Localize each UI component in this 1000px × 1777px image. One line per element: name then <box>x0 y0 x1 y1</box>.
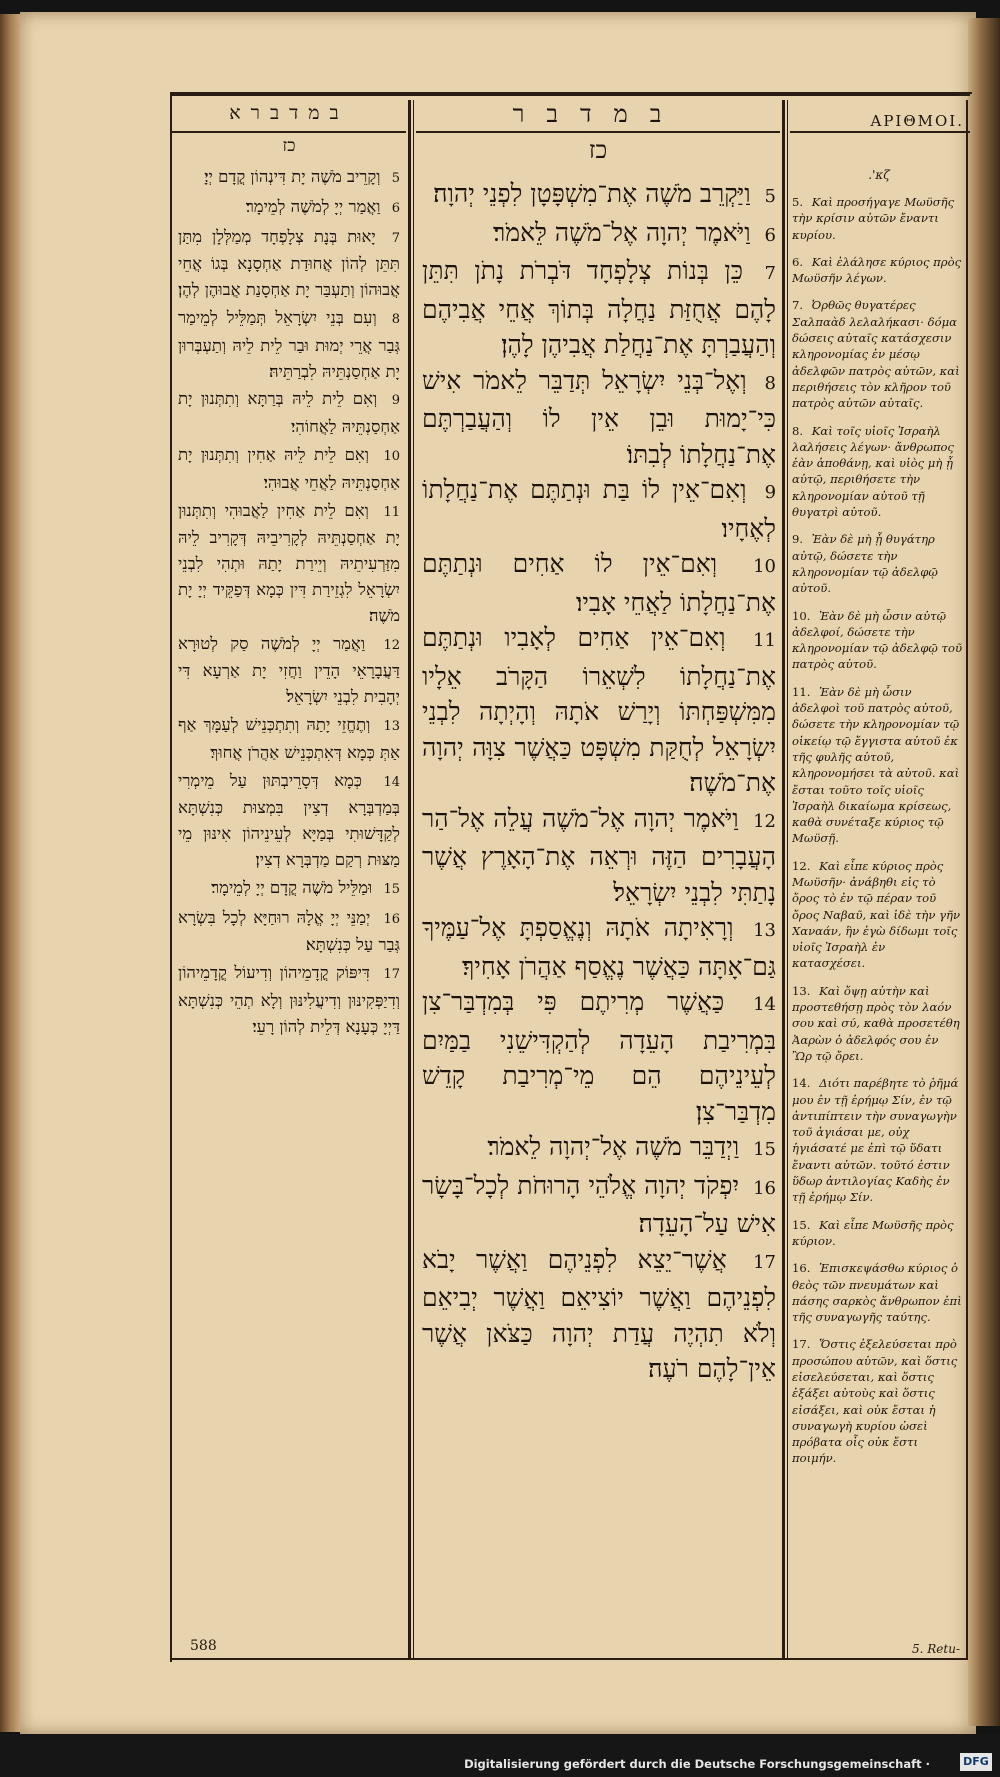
hebrew-verse-number: 8 <box>764 372 776 394</box>
aramaic-verse <box>178 498 400 629</box>
aramaic-verse <box>178 386 400 440</box>
aramaic-verse-text: וְעִם בְּנֵי יִשְׂרָאֵל תְּמַלֵּיל לְמֵימַר גְּבַר אֲרֵי יְמוּת וּבַר לֵית לֵיהּ וְתַעְבְּרוּן יָת אַחְסַנְתֵּיהּ לִבְרַתֵּיהּ׃ <box>178 307 400 381</box>
aramaic-verse-text: כְּמָא דְּסָרֵיבְתּוּן עַל מֵימְרִי בְּמַדְבְּרָא דְצִין בִּמְצוּת כְּנִשְׁתָּא לְקַדָּשׁוּתִי בְּמַיָּא לְעֵינֵיהוֹן אִינּוּן מֵי מַצּוּת רְקַם מַדְבְּרָא דְצִין׃ <box>178 770 400 869</box>
page-number: 588 <box>190 1638 217 1654</box>
hebrew-verse-text: וַיְדַבֵּר מֹשֶׁה אֶל־יְהוָה לֵאמֹר׃ <box>487 1132 740 1161</box>
dfg-logo: DFG <box>960 1753 992 1771</box>
hebrew-verse-number: 15 <box>753 1139 776 1160</box>
hebrew-verse-text: וְאִם־אֵין לוֹ אַחִים וּנְתַתֶּם אֶת־נַחֲלָתוֹ לַאֲחֵי אָבִיו׃ <box>422 549 776 617</box>
hebrew-verse <box>422 801 776 911</box>
hebrew-verse-number: 5 <box>764 186 776 207</box>
greek-verse-text: Ἐπισκεψάσθω κύριος ὁ θεὸς τῶν πνευμάτων καὶ πάσης σαρκὸς ἄνθρωπον ἐπὶ τῆς συναγωγῆς ταύτης. <box>792 1261 962 1325</box>
hebrew-verse <box>422 984 776 1129</box>
hebrew-verse-number: 11 <box>753 630 776 651</box>
hebrew-verse-text: כֵּן בְּנוֹת צְלָפְחָד דֹּבְרֹת נָתֹן תִּתֵּן לָהֶם אֲחֻזַּת נַחֲלָה בְּתוֹךְ אֲחֵי אֲבִיהֶם וְהַעֲבַרְתָּ אֶת־נַחֲלַת אֲבִיהֶן לָהֶן׃ <box>422 256 776 359</box>
hebrew-verse-text: יִפְקֹד יְהוָה אֱלֹהֵי הָרוּחֹת לְכָל־בָּשָׂר אִישׁ עַל־הָעֵדָה׃ <box>422 1170 776 1238</box>
greek-verse <box>792 531 962 596</box>
aramaic-verse-number: 17 <box>383 967 400 983</box>
hebrew-verse-number: 6 <box>764 224 776 246</box>
top-rule <box>170 94 970 96</box>
greek-verse <box>792 1217 962 1250</box>
aramaic-verse <box>178 305 400 384</box>
greek-verse-text: Ὀρθῶς θυγατέρες Σαλπαὰδ λελαλήκασι· δόμα δώσεις αὐταῖς κατάσχεσιν κληρονομίας ἐν μέσῳ ἀδελφῶν πατρὸς αὐτῶν, καὶ περιθήσεις τὸν κλῆρον τοῦ πατρὸς αὐτῶν αὐταῖς. <box>792 298 960 411</box>
hebrew-verse-number: 16 <box>753 1177 776 1199</box>
greek-verse-text: Καὶ ἐλάλησε κύριος πρὸς Μωϋσῆν λέγων. <box>792 254 962 286</box>
hebrew-verse-number: 10 <box>753 556 776 577</box>
aramaic-verse <box>178 768 400 873</box>
aramaic-verse-number: 5 <box>391 171 400 186</box>
aramaic-verse-text: וַאֲמַר יְיָ לְמֹשֶׁה לְמֵימָר׃ <box>245 196 381 216</box>
hebrew-verse <box>422 215 776 254</box>
aramaic-verse-text: וְאִם לֵית אַחִין לַאֲבוּהִי וְתִתְּנוּן יָת אַחְסַנְתֵּיהּ לְקָרִיבֵיהּ דְּקָרִיב לֵיהּ מִזַּרְעִיתֵיהּ וְיֵירַת יָתַהּ וּתְהִי לִבְנֵי יִשְׂרָאֵל לִגְזֵירַת דִּין כְּמָא דְּפַקֵּיד יְיָ יָת מֹשֶׁה׃ <box>178 500 400 625</box>
hebrew-verse <box>422 472 776 546</box>
header-hebrew: במדבר <box>512 100 684 128</box>
greek-verse-text: Καὶ ὄψῃ αὐτὴν καὶ προστεθήσῃ πρὸς τὸν λαόν σου καὶ σύ, καθὰ προσετέθη Ἀαρὼν ὁ ἀδελφός σου ἐν Ὢρ τῷ ὄρει. <box>792 983 960 1063</box>
header-underline-greek <box>790 131 970 133</box>
greek-verse <box>792 297 962 411</box>
hebrew-verse-text: וְאֶל־בְּנֵי יִשְׂרָאֵל תְּדַבֵּר לֵאמֹר אִישׁ כִּי־יָמוּת וּבֵן אֵין לוֹ וְהַעֲבַרְתֶּם אֶת־נַחֲלָתוֹ לְבִתּוֹ׃ <box>422 365 776 469</box>
greek-verse-number: 13. <box>792 983 811 998</box>
hebrew-verse-text: וְרָאִיתָה אֹתָהּ וְנֶאֱסַפְתָּ אֶל־עַמֶּיךָ גַּם־אָתָּה כַּאֲשֶׁר נֶאֱסַף אַהֲרֹן אָחִיךָ׃ <box>422 913 776 981</box>
hebrew-verse-number: 12 <box>753 810 776 832</box>
greek-verse-number: 11. <box>792 684 811 699</box>
aramaic-verse <box>178 442 400 496</box>
header-aramaic: במדברא <box>229 102 349 124</box>
greek-verse-number: 16. <box>792 1261 811 1276</box>
hebrew-verse-text: אֲשֶׁר־יֵצֵא לִפְנֵיהֶם וַאֲשֶׁר יָבֹא לִפְנֵיהֶם וַאֲשֶׁר יוֹצִיאֵם וַאֲשֶׁר יְבִיאֵם וְלֹא תִהְיֶה עֲדַת יְהוָה כַּצֹּאן אֲשֶׁר אֵין־לָהֶם רֹעֶה׃ <box>422 1244 776 1383</box>
greek-verse-number: 6. <box>792 254 804 269</box>
chapter-aramaic: כז <box>282 136 296 156</box>
hebrew-verse <box>422 253 776 363</box>
aramaic-verse <box>178 875 400 903</box>
aramaic-verse <box>178 194 400 222</box>
greek-verse-text: Ἐὰν δὲ μὴ ὦσιν αὐτῷ ἀδελφοί, δώσετε τὴν κληρονομίαν τῷ ἀδελφῷ τοῦ πατρὸς αὐτοῦ. <box>792 608 962 672</box>
header-greek: ΑΡΙΘΜΟΙ. <box>870 112 964 130</box>
greek-verse <box>792 983 962 1064</box>
column-divider-1b <box>413 100 414 1658</box>
aramaic-verse-text: וְאִם לֵית לֵיהּ אַחִין וְתִתְּנוּן יָת אַחְסַנְתֵּיהּ לַאֲחֵי אֲבוּהִי׃ <box>178 444 400 492</box>
greek-verse-text: Καὶ τοῖς υἱοῖς Ἰσραὴλ λαλήσεις λέγων· ἄνθρωπος ἐὰν ἀποθάνῃ, καὶ υἱὸς μὴ ᾖ αὐτῷ, περιθήσετε τὴν κληρονομίαν αὐτοῦ τῇ θυγατρὶ αὐτοῦ. <box>792 423 954 520</box>
greek-verse-number: 15. <box>792 1217 811 1232</box>
aramaic-verse-text: יְמַנֵּי יְיָ אֱלָהּ רוּחַיָּא לְכָל בִּשְׂרָא גְּבַר עַל כְּנִשְׁתָּא׃ <box>178 907 400 955</box>
greek-verse-text: Διότι παρέβητε τὸ ῥῆμά μου ἐν τῇ ἐρήμῳ Σίν, ἐν τῷ ἀντιπίπτειν τὴν συναγωγὴν τοῦ ἁγιάσαι με, οὐχ ἡγιάσατέ με ἐπὶ τῷ ὕδατι ἔναντι αὐτῶν. τοῦτό ἐστιν ὕδωρ ἀντιλογίας Καδὴς ἐν τῇ ἐρήμῳ Σίν. <box>792 1076 959 1205</box>
aramaic-verse-text: וְתֶחֱזֵי יָתַהּ וְתִתְכְּנֵישׁ לְעַמָּךְ אַף אַתְּ כְּמָא דְּאִתְכְּנֵישׁ אַהֲרֹן אֲחוּךְ׃ <box>178 714 400 762</box>
header-underline-aramaic <box>172 131 406 133</box>
aramaic-verse <box>178 224 400 303</box>
aramaic-verse-text: יָאוּת בְּנָת צְלָפְחָד מְמַלְּלָן מִתַּן תִּתֵּן לְהוֹן אֲחוּדַת אַחְסָנָא בְּגוֹ אֲחֵי אֲבוּהוֹן וְתַעְבַּר יָת אַחְסָנַת אֲבוּהֶן לְהֶן׃ <box>178 226 400 300</box>
hebrew-verse <box>422 363 776 473</box>
aramaic-column <box>178 164 400 1644</box>
column-divider-2b <box>787 100 788 1658</box>
aramaic-verse-number: 10 <box>383 448 400 464</box>
aramaic-verse-number: 7 <box>391 230 400 246</box>
greek-verse-text: Καὶ εἶπε Μωϋσῆς πρὸς κύριον. <box>792 1217 954 1248</box>
aramaic-verse-text: וַאֲמַר יְיָ לְמֹשֶׁה סַק לְטוּרָא דַּעֲבָרָאֵי הָדֵין וַחֲזִי יָת אַרְעָא דִּי יְהָבִית לִבְנֵי יִשְׂרָאֵל׃ <box>178 633 400 707</box>
greek-verse-number: 5. <box>792 195 804 209</box>
greek-verse-number: 9. <box>792 532 804 547</box>
aramaic-verse-text: וְקָרֵיב מֹשֶׁה יָת דִּינְהוֹן קֳדָם יְיָ׃ <box>204 167 381 186</box>
hebrew-verse-text: וַיַּקְרֵב מֹשֶׁה אֶת־מִשְׁפָּטָן לִפְנֵי יְהוָה׃ <box>433 179 751 208</box>
aramaic-verse <box>178 960 400 1039</box>
hebrew-verse-text: כַּאֲשֶׁר מְרִיתֶם פִּי בְּמִדְבַּר־צִן בִּמְרִיבַת הָעֵדָה לְהַקְדִּישֵׁנִי בַמַּיִם לְעֵינֵיהֶם הֵם מֵי־מְרִיבַת קָדֵשׁ מִדְבַּר־צִן׃ <box>422 987 776 1126</box>
hebrew-verse-text: וַיֹּאמֶר יְהוָה אֶל־מֹשֶׁה עֲלֵה אֶל־הַר הָעֲבָרִים הַזֶּה וּרְאֵה אֶת־הָאָרֶץ אֲשֶׁר נָתַתִּי לִבְנֵי יִשְׂרָאֵל׃ <box>422 803 776 907</box>
greek-verse-text: Καὶ εἶπε κύριος πρὸς Μωϋσῆν· ἀνάβηθι εἰς τὸ ὄρος τὸ ἐν τῷ πέραν τοῦ ὄρος Ναβαῦ, καὶ ἰδὲ τὴν γῆν Χαναάν, ἣν ἐγὼ δίδωμι τοῖς υἱοῖς Ἰσραὴλ ἐν κατασχέσει. <box>792 858 960 971</box>
left-border <box>170 94 172 1660</box>
hebrew-verse-number: 7 <box>764 263 776 284</box>
hebrew-verse <box>422 176 776 215</box>
book-edge-right <box>968 18 1000 1726</box>
hebrew-verse <box>422 1129 776 1168</box>
greek-verse <box>792 423 962 521</box>
greek-verse-text: Ἐὰν δὲ μὴ ᾖ θυγάτηρ αὐτῷ, δώσετε τὴν κληρονομίαν τῷ ἀδελφῷ αὐτοῦ. <box>792 532 938 596</box>
aramaic-verse <box>178 164 400 192</box>
right-border <box>966 100 968 1658</box>
hebrew-column <box>422 176 776 1646</box>
chapter-greek: κζ'. <box>868 168 890 182</box>
aramaic-verse <box>178 631 400 710</box>
aramaic-verse <box>178 712 400 766</box>
aramaic-verse-number: 16 <box>383 911 400 927</box>
aramaic-verse-number: 6 <box>391 200 400 216</box>
column-divider-2 <box>782 100 785 1658</box>
aramaic-verse-number: 9 <box>391 393 400 409</box>
hebrew-verse <box>422 1242 776 1387</box>
greek-verse-number: 12. <box>792 858 811 873</box>
column-divider-1 <box>408 100 411 1658</box>
greek-verse-text: Ἐὰν δὲ μὴ ὦσιν ἀδελφοὶ τοῦ πατρὸς αὐτοῦ, δώσετε τὴν κληρονομίαν τῷ οἰκείῳ τῷ ἔγγιστα αὐτοῦ ἐκ τῆς φυλῆς αὐτοῦ, κληρονομήσει τὰ αὐτοῦ. καὶ ἔσται τοῦτο τοῖς υἱοῖς Ἰσραὴλ δικαίωμα κρίσεως, καθὰ συνέταξε κύριος τῷ Μωϋσῇ. <box>792 684 960 846</box>
aramaic-verse-number: 15 <box>383 881 400 897</box>
greek-verse <box>792 254 962 287</box>
aramaic-verse-number: 11 <box>383 504 400 520</box>
greek-verse-text: Καὶ προσήγαγε Μωϋσῆς τὴν κρίσιν αὐτῶν ἔναντι κυρίου. <box>792 195 955 242</box>
aramaic-verse-number: 8 <box>391 311 400 327</box>
greek-verse <box>792 858 962 972</box>
hebrew-verse-text: וְאִם־אֵין לוֹ בַּת וּנְתַתֶּם אֶת־נַחֲלָתוֹ לְאֶחָיו׃ <box>422 475 776 543</box>
hebrew-verse <box>422 546 776 620</box>
greek-verse-number: 8. <box>792 423 804 438</box>
greek-verse-number: 17. <box>792 1337 811 1352</box>
greek-verse-number: 14. <box>792 1076 811 1091</box>
greek-verse <box>792 194 962 243</box>
hebrew-verse-number: 13 <box>753 920 776 941</box>
greek-verse <box>792 1260 962 1325</box>
greek-verse <box>792 684 962 847</box>
hebrew-verse-text: וְאִם־אֵין אַחִים לְאָבִיו וּנְתַתֶּם אֶת־נַחֲלָתוֹ לִשְׁאֵרוֹ הַקָּרֹב אֵלָיו מִמִּשְׁפַּחְתּוֹ וְיָרַשׁ אֹתָהּ וְהָיְתָה לִבְנֵי יִשְׂרָאֵל לְחֻקַּת מִשְׁפָּט כַּאֲשֶׁר צִוָּה יְהוָה אֶת־מֹשֶׁה׃ <box>422 623 776 797</box>
aramaic-verse-text: וְאִם לֵית לֵיהּ בְּרַתָּא וְתִתְּנוּן יָת אַחְסַנְתֵּיהּ לַאֲחוֹהִי׃ <box>178 389 400 437</box>
hebrew-verse-number: 14 <box>753 994 776 1015</box>
greek-verse-number: 7. <box>792 298 804 313</box>
digitization-credit: Digitalisierung gefördert durch die Deutsche Forschungsgemeinschaft · <box>464 1757 930 1771</box>
hebrew-verse-number: 17 <box>753 1251 776 1273</box>
hebrew-verse-text: וַיֹּאמֶר יְהוָה אֶל־מֹשֶׁה לֵּאמֹר׃ <box>493 217 751 247</box>
hebrew-verse <box>422 620 776 801</box>
aramaic-verse <box>178 905 400 959</box>
greek-verse <box>792 1336 962 1466</box>
catchword: 5. Retu- <box>912 1642 961 1656</box>
header-underline-hebrew <box>416 131 780 133</box>
hebrew-verse-number: 9 <box>764 482 776 503</box>
aramaic-verse-text: וּמַלֵּיל מֹשֶׁה קֳדָם יְיָ לְמֵימָר׃ <box>211 877 373 897</box>
aramaic-verse-number: 14 <box>383 774 400 790</box>
hebrew-verse <box>422 910 776 984</box>
greek-verse-number: 10. <box>792 608 811 623</box>
greek-column <box>792 194 962 1644</box>
aramaic-verse-number: 12 <box>383 637 400 653</box>
chapter-hebrew: כז <box>588 136 608 164</box>
aramaic-verse-text: דִּיפּוֹק קֳדָמֵיהוֹן וְדִיעוֹל קֳדָמֵיהוֹן וְדִיַפְּקִינּוּן וְדִיעֲלִינּוּן וְלָא תְהֵי כְּנִשְׁתָּא דַּיְיָ כְּעָנָא דְּלֵית לְהוֹן רָעֵי׃ <box>178 963 400 1036</box>
book-edge-left <box>0 14 22 1732</box>
bottom-rule <box>170 1658 968 1660</box>
aramaic-verse-number: 13 <box>383 718 400 734</box>
greek-verse-text: Ὅστις ἐξελεύσεται πρὸ προσώπου αὐτῶν, καὶ ὅστις εἰσελεύσεται, καὶ ὅστις ἐξάξει αὐτοὺς καὶ ὅστις εἰσάξει, καὶ οὐκ ἔσται ἡ συναγωγὴ κυρίου ὡσεὶ πρόβατα οἷς οὐκ ἔστι ποιμήν. <box>792 1337 958 1466</box>
greek-verse <box>792 608 962 673</box>
greek-verse <box>792 1075 962 1205</box>
hebrew-verse <box>422 1168 776 1242</box>
